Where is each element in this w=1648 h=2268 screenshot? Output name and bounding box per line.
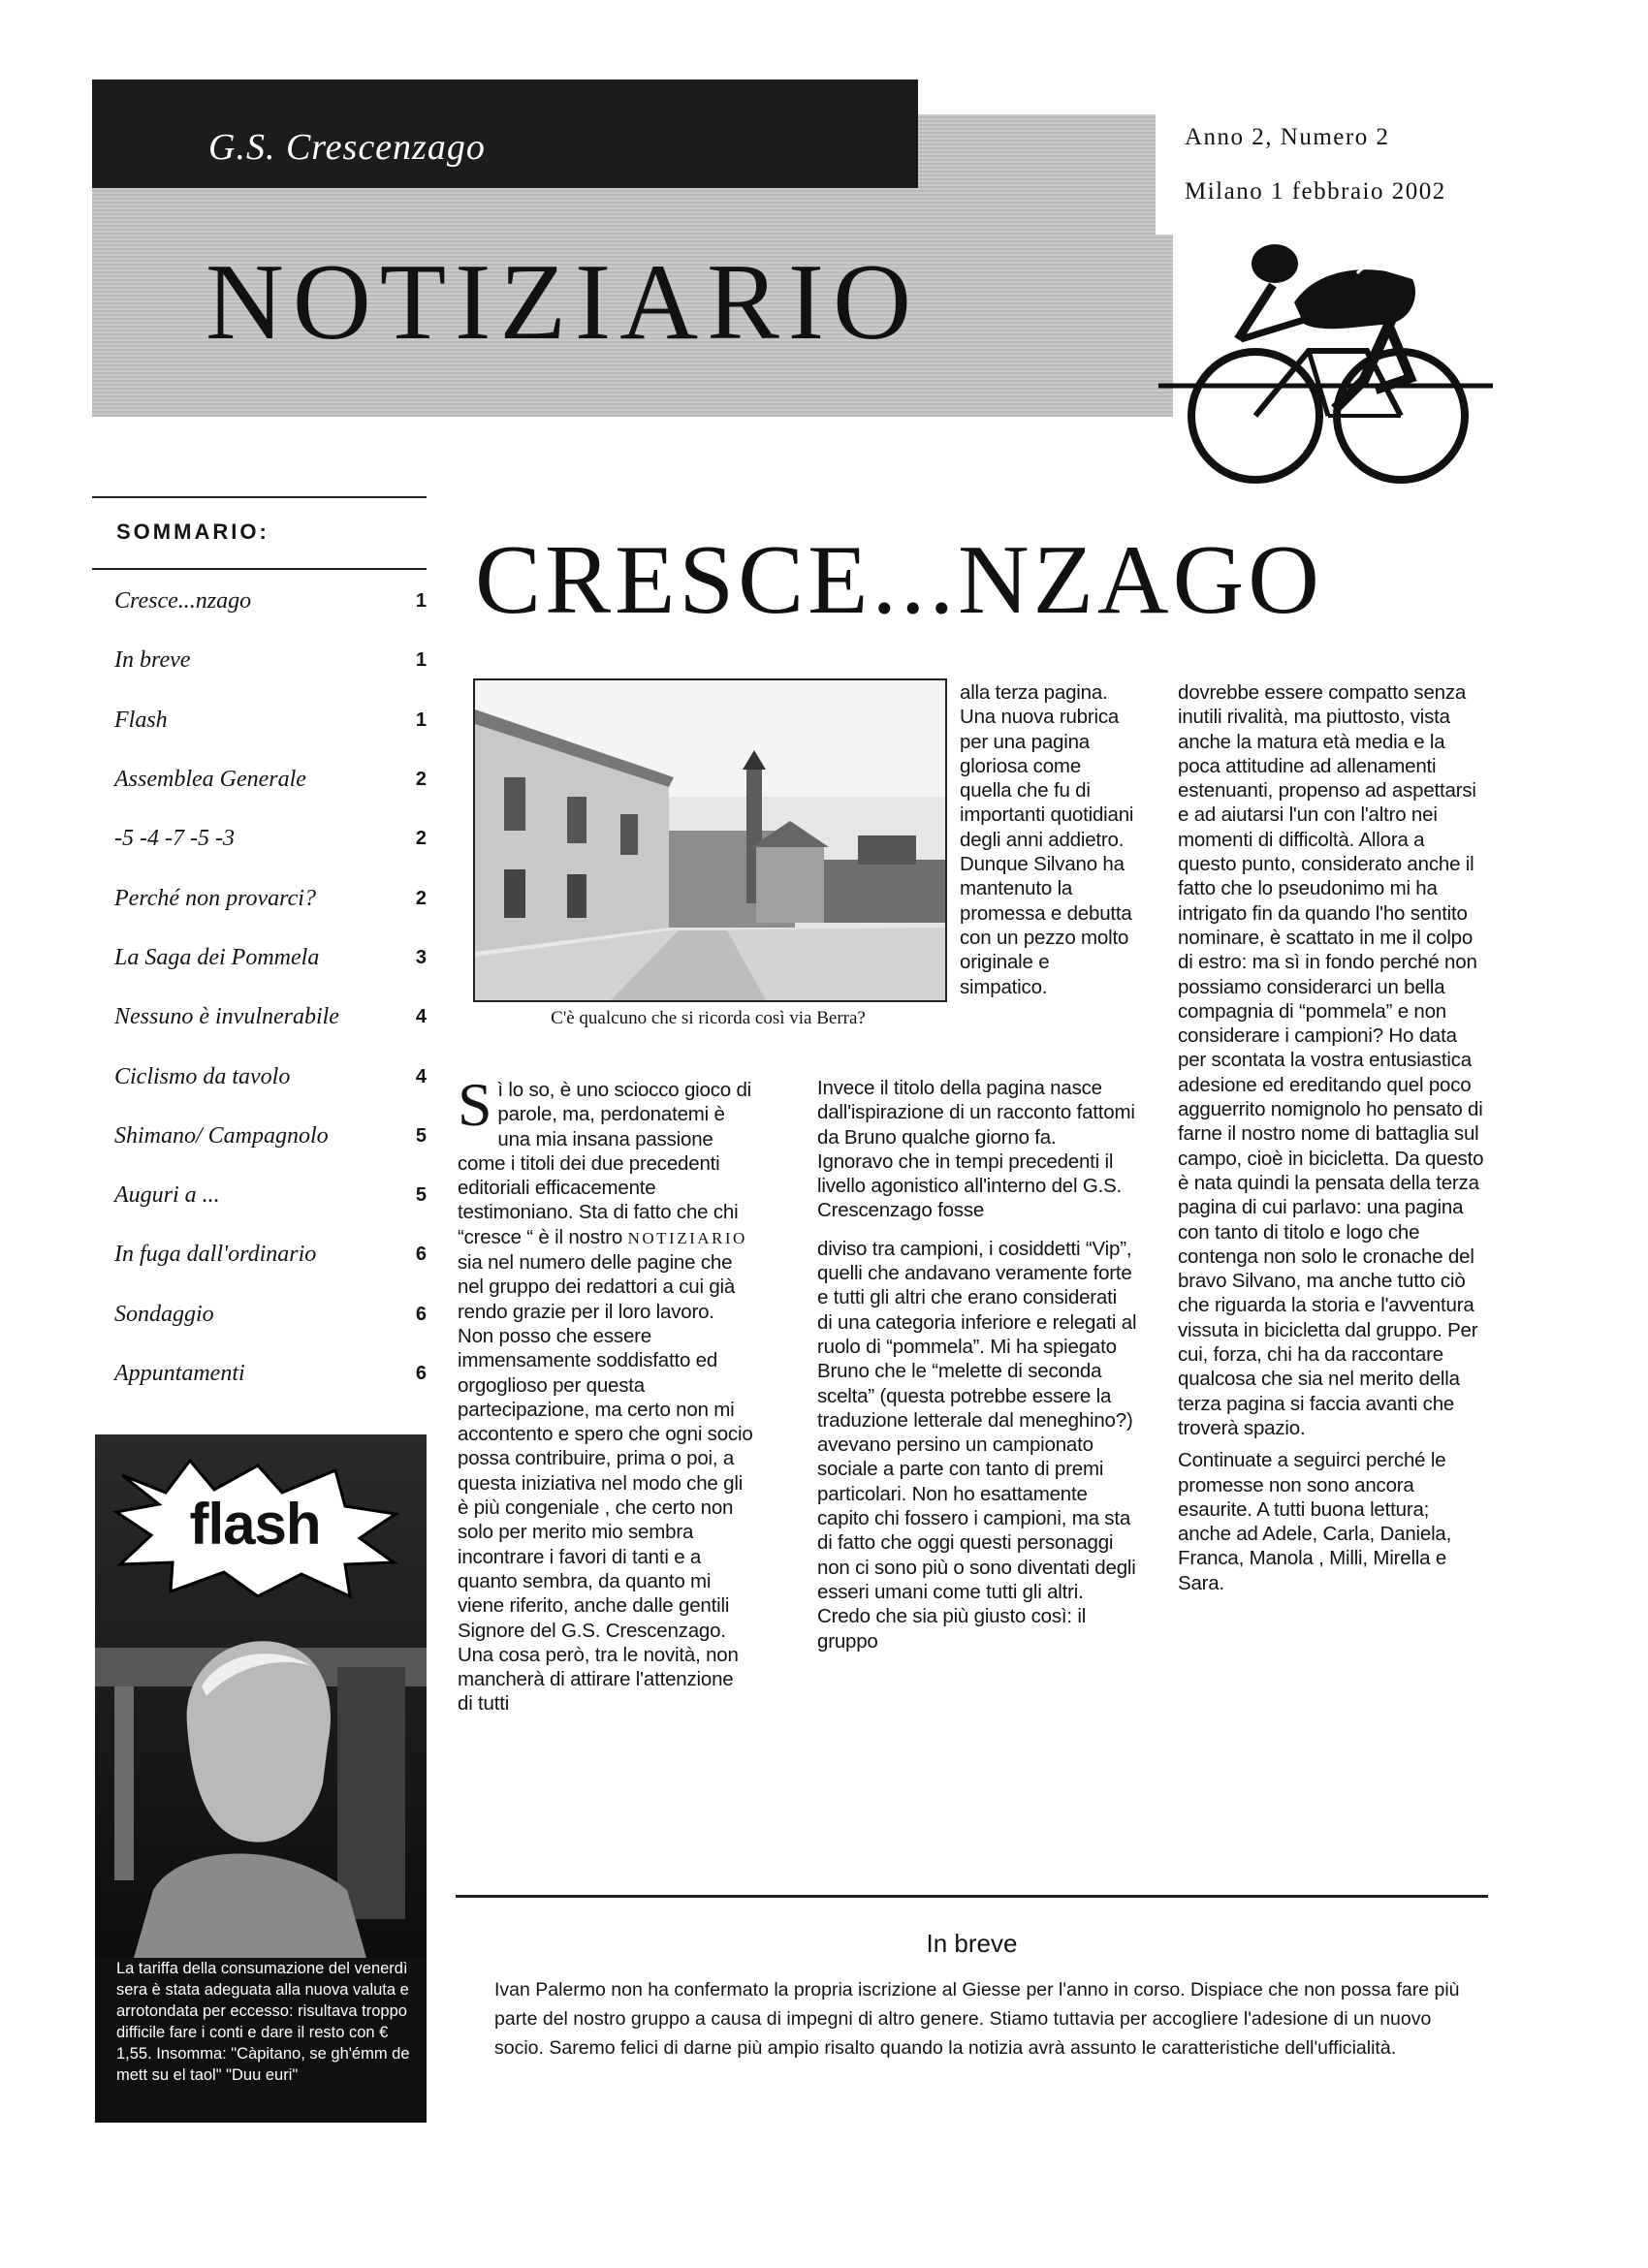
sommario-item-page: 5 [415,1124,427,1147]
sommario-item-title: Auguri a ... [114,1182,220,1209]
sommario-item [114,1225,427,1284]
sommario-item [114,1166,427,1225]
article-column-2a [960,680,1136,999]
sommario-list [114,572,427,1403]
column-1-text-a: ì lo so, è uno sciocco gioco di parole, ma, perdonatemi è una mia insana passione come i titoli dei due precedenti editoriali efficacemente testimoniano. Sta di fatto che chi “cresce “ è il nostro [458,1079,751,1248]
sommario-item-page: 2 [415,769,427,791]
sommario-item [114,631,427,690]
sommario-item-title: -5 -4 -7 -5 -3 [114,826,235,852]
sommario-item-page: 2 [415,887,427,909]
cyclist-logo-icon [1158,215,1507,506]
article-title: CRESCE...NZAGO [475,525,1323,635]
sommario-item [114,988,427,1047]
sommario-head-rule [92,568,427,570]
column-2-text-a: alla terza pagina. Una nuova rubrica per una pagina gloriosa come quella che fu di importanti quotidiani degli anni addietro. Dunque Silvano ha mantenuto la promessa e debutta con un pezzo molto originale e simpatico. [960,681,1134,998]
sommario-item [114,868,427,928]
column-3-text-b: Continuate a seguirci perché le promesse non sono ancora esaurite. A tutti buona lettura; anche ad Adele, Carla, Daniela, Franca, Manola , Milli, Mirella e Sara. [1178,1449,1452,1594]
sommario-item-page: 3 [415,946,427,968]
column-1-text-b: sia nel numero delle pagine che nel gruppo dei redattori a cui già rendo grazie per il loro lavoro. Non posso che essere immensamente soddisfatto ed orgoglioso per questa partecipazione, ma certo non mi accontento e spero che ogni socio possa contribuire, prima o poi, a questa iniziativa nel modo che gli è più congeniale , che certo non solo per merito mio sembra incontrare i favori di tanti e a quanto sembra, da quanto mi viene riferito, anche dalle gentili Signore del G.S. Crescenzago. Una cosa però, tra le novità, non mancherà di attirare l'attenzione di tutti [458,1251,753,1716]
sommario-item-title: Perché non provarci? [114,885,316,911]
sommario-item-page: 6 [415,1363,427,1384]
in-breve-text: Ivan Palermo non ha confermato la propria iscrizione al Giesse per l'anno in corso. Dispiace che non possa fare più parte del nostro gruppo a causa di impegni di altro genere. Stiamo tuttavia per accogliere l'adesione di un nuovo socio. Saremo felici di darne più ampio risalto quando la notizia avrà assunto le caratteristiche dell'ufficialità. [494,1979,1460,2059]
column-3-text-a: dovrebbe essere compatto senza inutili rivalità, ma piuttosto, vista anche la matura età media e la poca attitudine ad allenamenti estenuanti, propenso ad aspettarsi e ad aiutarsi l'un con l'altro nei momenti di difficoltà. Allora a questo punto, considerato anche il fatto che lo pseudonimo mi ha intrigato fin da quando l'ho sentito nominare, è scattato in me il colpo di estro: ma sì in fondo perché non possiamo considerarci un bella compagnia di “pommela” e non considerare i campioni? Ho data per scontata la vostra entusiastica adesione ed ereditando quel poco agguerrito nomignolo ho pensato di farne il nostro nome di battaglia sul campo, cioè in bicicletta. Da questo è nata quindi la pensata della terza pagina di cui parlavo: una pagina con tanto di titolo e logo che contenga non solo le cronache del bravo Silvano, ma anche tutto ciò che riguarda la storia e l'avventura vissuta in bicicletta dal gruppo. Per cui, forza, chi ha da raccontare qualcosa che sia nel merito della terza pagina si faccia avanti che troverà spazio. [1178,681,1484,1439]
sommario-item-page: 1 [415,709,427,731]
sommario-item-title: Appuntamenti [114,1361,245,1386]
sommario-item-title: Sondaggio [114,1301,214,1327]
org-name: G.S. Crescenzago [208,127,486,168]
sommario-item [114,1107,427,1166]
sommario-item-page: 2 [415,828,427,850]
newsletter-title: NOTIZIARIO [206,242,920,362]
issue-date: Milano 1 febbraio 2002 [1185,178,1446,205]
sommario-item-page: 6 [415,1244,427,1266]
photo-caption: C'è qualcuno che si ricorda così via Berra? [551,1008,866,1028]
sommario-item-title: In fuga dall'ordinario [114,1242,317,1268]
newsletter-name-inline: NOTIZIARIO [627,1228,747,1247]
flash-box [95,1434,427,2123]
issue-number: Anno 2, Numero 2 [1185,124,1390,150]
sommario-item-page: 4 [415,1006,427,1028]
sommario-item [114,1344,427,1403]
sommario-item-title: Flash [114,707,168,733]
article-column-1 [458,1070,753,1717]
sommario-item-title: Ciclismo da tavolo [114,1063,291,1089]
sommario-item-page: 4 [415,1065,427,1087]
in-breve-title: In breve [926,1929,1018,1958]
sommario-item [114,750,427,809]
sommario-item-page: 6 [415,1303,427,1325]
column-2-text-b: Invece il titolo della pagina nasce dall'ispirazione di un racconto fattomi da Bruno qualche giorno fa. Ignoravo che in tempi precedenti il livello agonistico all'interno del G.S. Crescenzago fosse [817,1077,1135,1222]
sommario-item-title: Shimano/ Campagnolo [114,1122,329,1149]
article-photo [473,678,947,1002]
sommario-item-page: 1 [415,590,427,613]
article-column-3 [1178,680,1486,1595]
in-breve-rule [456,1895,1488,1898]
sommario-item-title: In breve [114,647,191,674]
sommario-item-title: La Saga dei Pommela [114,944,320,970]
sommario-item-title: Cresce...nzago [114,588,252,614]
sommario-item [114,1047,427,1106]
sommario-item-page: 5 [415,1184,427,1207]
flash-label: flash [189,1492,321,1557]
sommario-item-title: Nessuno è invulnerabile [114,1004,339,1030]
sommario-item [114,1285,427,1344]
sommario-item-page: 1 [415,649,427,672]
sommario-item [114,572,427,631]
sommario-item [114,929,427,988]
drop-cap: S [458,1070,492,1139]
flash-caption: La tariffa della consumazione del venerdì sera è stata adeguata alla nuova valuta e arrotondata per eccesso: risultava troppo difficile fare i conti e dare il resto con € 1,55. Insomma: "Càpitano, se gh'émm de mett su el taol" "Duu euri" [116,1960,410,2084]
sommario-item [114,691,427,750]
sommario-item [114,809,427,868]
column-2-text-c: diviso tra campioni, i cosiddetti “Vip”, quelli che andavano veramente forte e tutti gli altri che erano considerati di una categoria inferiore e relegati al ruolo di “pommela”. Mi ha spiegato Bruno che le “melette di seconda scelta” (questa potrebbe essere la traduzione letterale dal meneghino?) avevano persino un campionato sociale a parte con tanto di premi particolari. Non ho esattamente capito chi fossero i campioni, ma sta di fatto che oggi questi personaggi non ci sono più o sono diventati degli esseri umani come tutti gli altri. Credo che sia più giusto così: il gruppo [817,1237,1137,1653]
sommario-heading: SOMMARIO: [116,520,269,544]
article-column-2b [817,1076,1137,1654]
sommario-top-rule [92,496,427,498]
sommario-item-title: Assemblea Generale [114,767,306,793]
